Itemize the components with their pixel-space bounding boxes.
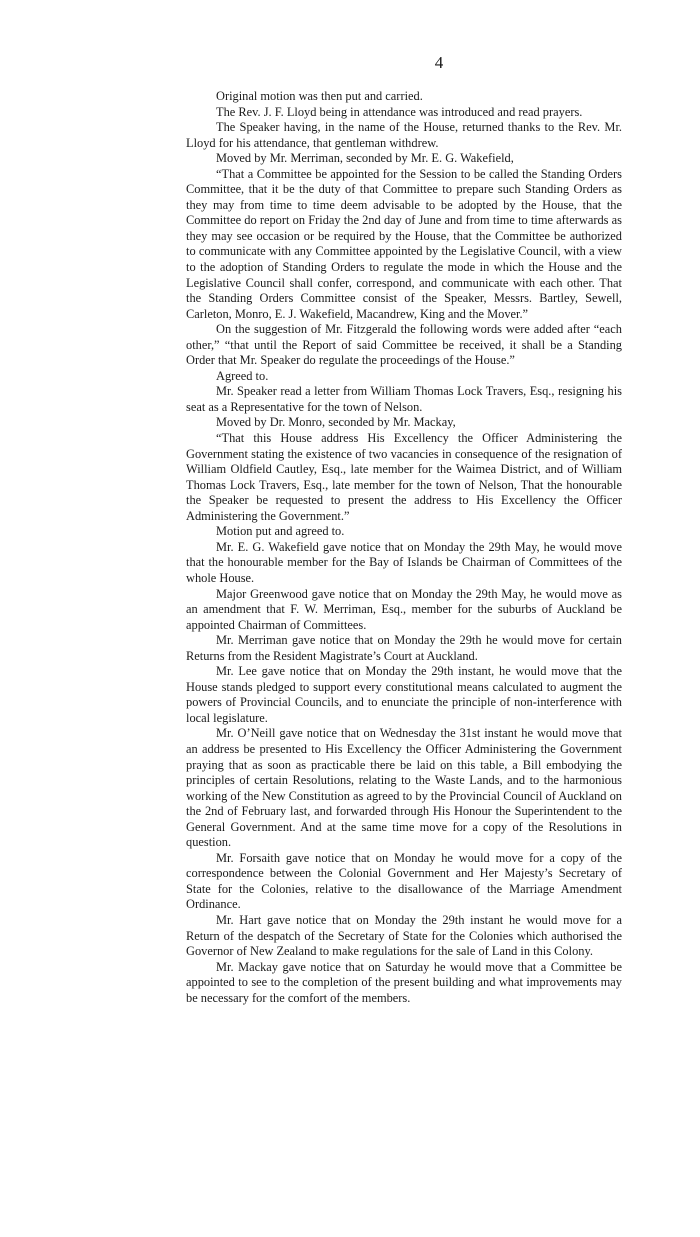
paragraph-travers-letter: Mr. Speaker read a letter from William Thomas Lock Travers, Esq., resigning his seat as a Representative for the town of Nelson.	[186, 384, 622, 414]
paragraph-notice-greenwood: Major Greenwood gave notice that on Monday the 29th May, he would move as an amendment that F. W. Merriman, Esq., member for the suburbs of Auckland be appointed Chairman of Committees.	[186, 586, 622, 632]
page-number: 4	[434, 53, 444, 72]
paragraph-notice-mackay: Mr. Mackay gave notice that on Saturday he would move that a Committee be appointed to see to the completion of the present building and what improvements may be necessary for the comfort of the members.	[186, 959, 622, 1005]
paragraph-thanks: The Speaker having, in the name of the House, returned thanks to the Rev. Mr. Lloyd for his attendance, that gentleman withdrew.	[186, 120, 622, 150]
paragraph-standing-orders-resolution: “That a Committee be appointed for the Session to be called the Standing Orders Committee, that it be the duty of that Committee to prepare such Standing Orders as they may from time to time deem advisable to be adopted by the House, that the Committee do report on Friday the 2nd day of June and from time to time afterwards as they may see occasion or be required by the House, that the Committee be authorized to communicate with any Committee appointed by the Legislative Council, with a view to the adoption of Standing Orders to regulate the mode in which the House and the Legislative Council shall confer, correspond, and communicate with each other. That the Standing Orders Committee consist of the Speaker, Messrs. Bartley, Sewell, Carleton, Monro, E. J. Wakefield, Macandrew, King and the Mover.”	[186, 166, 622, 321]
paragraph-motion-carried: Original motion was then put and carried.	[216, 89, 423, 103]
paragraph-notice-forsaith: Mr. Forsaith gave notice that on Monday he would move for a copy of the correspondence between the Colonial Government and Her Majesty’s Secretary of State for the Colonies, relative to the disallowance of the Marriage Amendment Ordinance.	[186, 850, 622, 912]
paragraph-notice-hart: Mr. Hart gave notice that on Monday the 29th instant he would move for a Return of the despatch of the Secretary of State for the Colonies which authorised the Governor of New Zealand to make regulations for the sale of Land in this Colony.	[186, 912, 622, 959]
paragraph-motion-agreed: Motion put and agreed to.	[216, 524, 345, 539]
paragraph-fitzgerald-amendment: On the suggestion of Mr. Fitzgerald the following words were added after “each other,” “that until the Report of said Committee be received, it shall be a Standing Order that Mr. Speaker do regulate the proceedings of the House.”	[186, 322, 622, 368]
paragraph-vacancies-address: “That this House address His Excellency the Officer Administering the Government stating the existence of two vacancies in consequence of the resignation of William Oldfield Cautley, Esq., late member for the Waimea District, and of William Thomas Lock Travers, Esq., late member for the town of Nelson, That the honourable the Speaker be requested to present the address to His Excellency the Officer Administering the Government.”	[186, 431, 622, 523]
paragraph-moved-monro: Moved by Dr. Monro, seconded by Mr. Mackay,	[216, 415, 456, 430]
paragraph-notice-lee: Mr. Lee gave notice that on Monday the 29th instant, he would move that the House stands pledged to support every constitutional means calculated to augment the powers of Provincial Councils, and to enunciate the principle of non-interference with local legislature.	[186, 664, 622, 725]
paragraph-agreed: Agreed to.	[216, 368, 269, 383]
paragraph-prayers: The Rev. J. F. Lloyd being in attendance was introduced and read prayers.	[216, 104, 583, 119]
paragraph-notice-oneill: Mr. O’Neill gave notice that on Wednesday the 31st instant he would move that an address be presented to His Excellency the Officer Administering the Government praying that as soon as practicable there be laid on this table, a Bill embodying the principles of certain Resolutions, relating to the Waste Lands, and to the harmonious working of the New Constitution as agreed to by the Provincial Council of Auckland on the 2nd of February last, and forwarded through His Honour the Superintendent to the General Government. And at the same time move for a copy of the Resolutions in question.	[186, 726, 622, 850]
paragraph-moved-merriman: Moved by Mr. Merriman, seconded by Mr. E. G. Wakefield,	[216, 151, 514, 166]
paragraph-notice-merriman: Mr. Merriman gave notice that on Monday the 29th he would move for certain Returns from the Resident Magistrate’s Court at Auckland.	[186, 633, 622, 663]
proceedings-text	[186, 89, 622, 1006]
paragraph-notice-wakefield: Mr. E. G. Wakefield gave notice that on Monday the 29th May, he would move that the honourable member for the Bay of Islands be Chairman of Committees of the whole House.	[186, 539, 622, 585]
